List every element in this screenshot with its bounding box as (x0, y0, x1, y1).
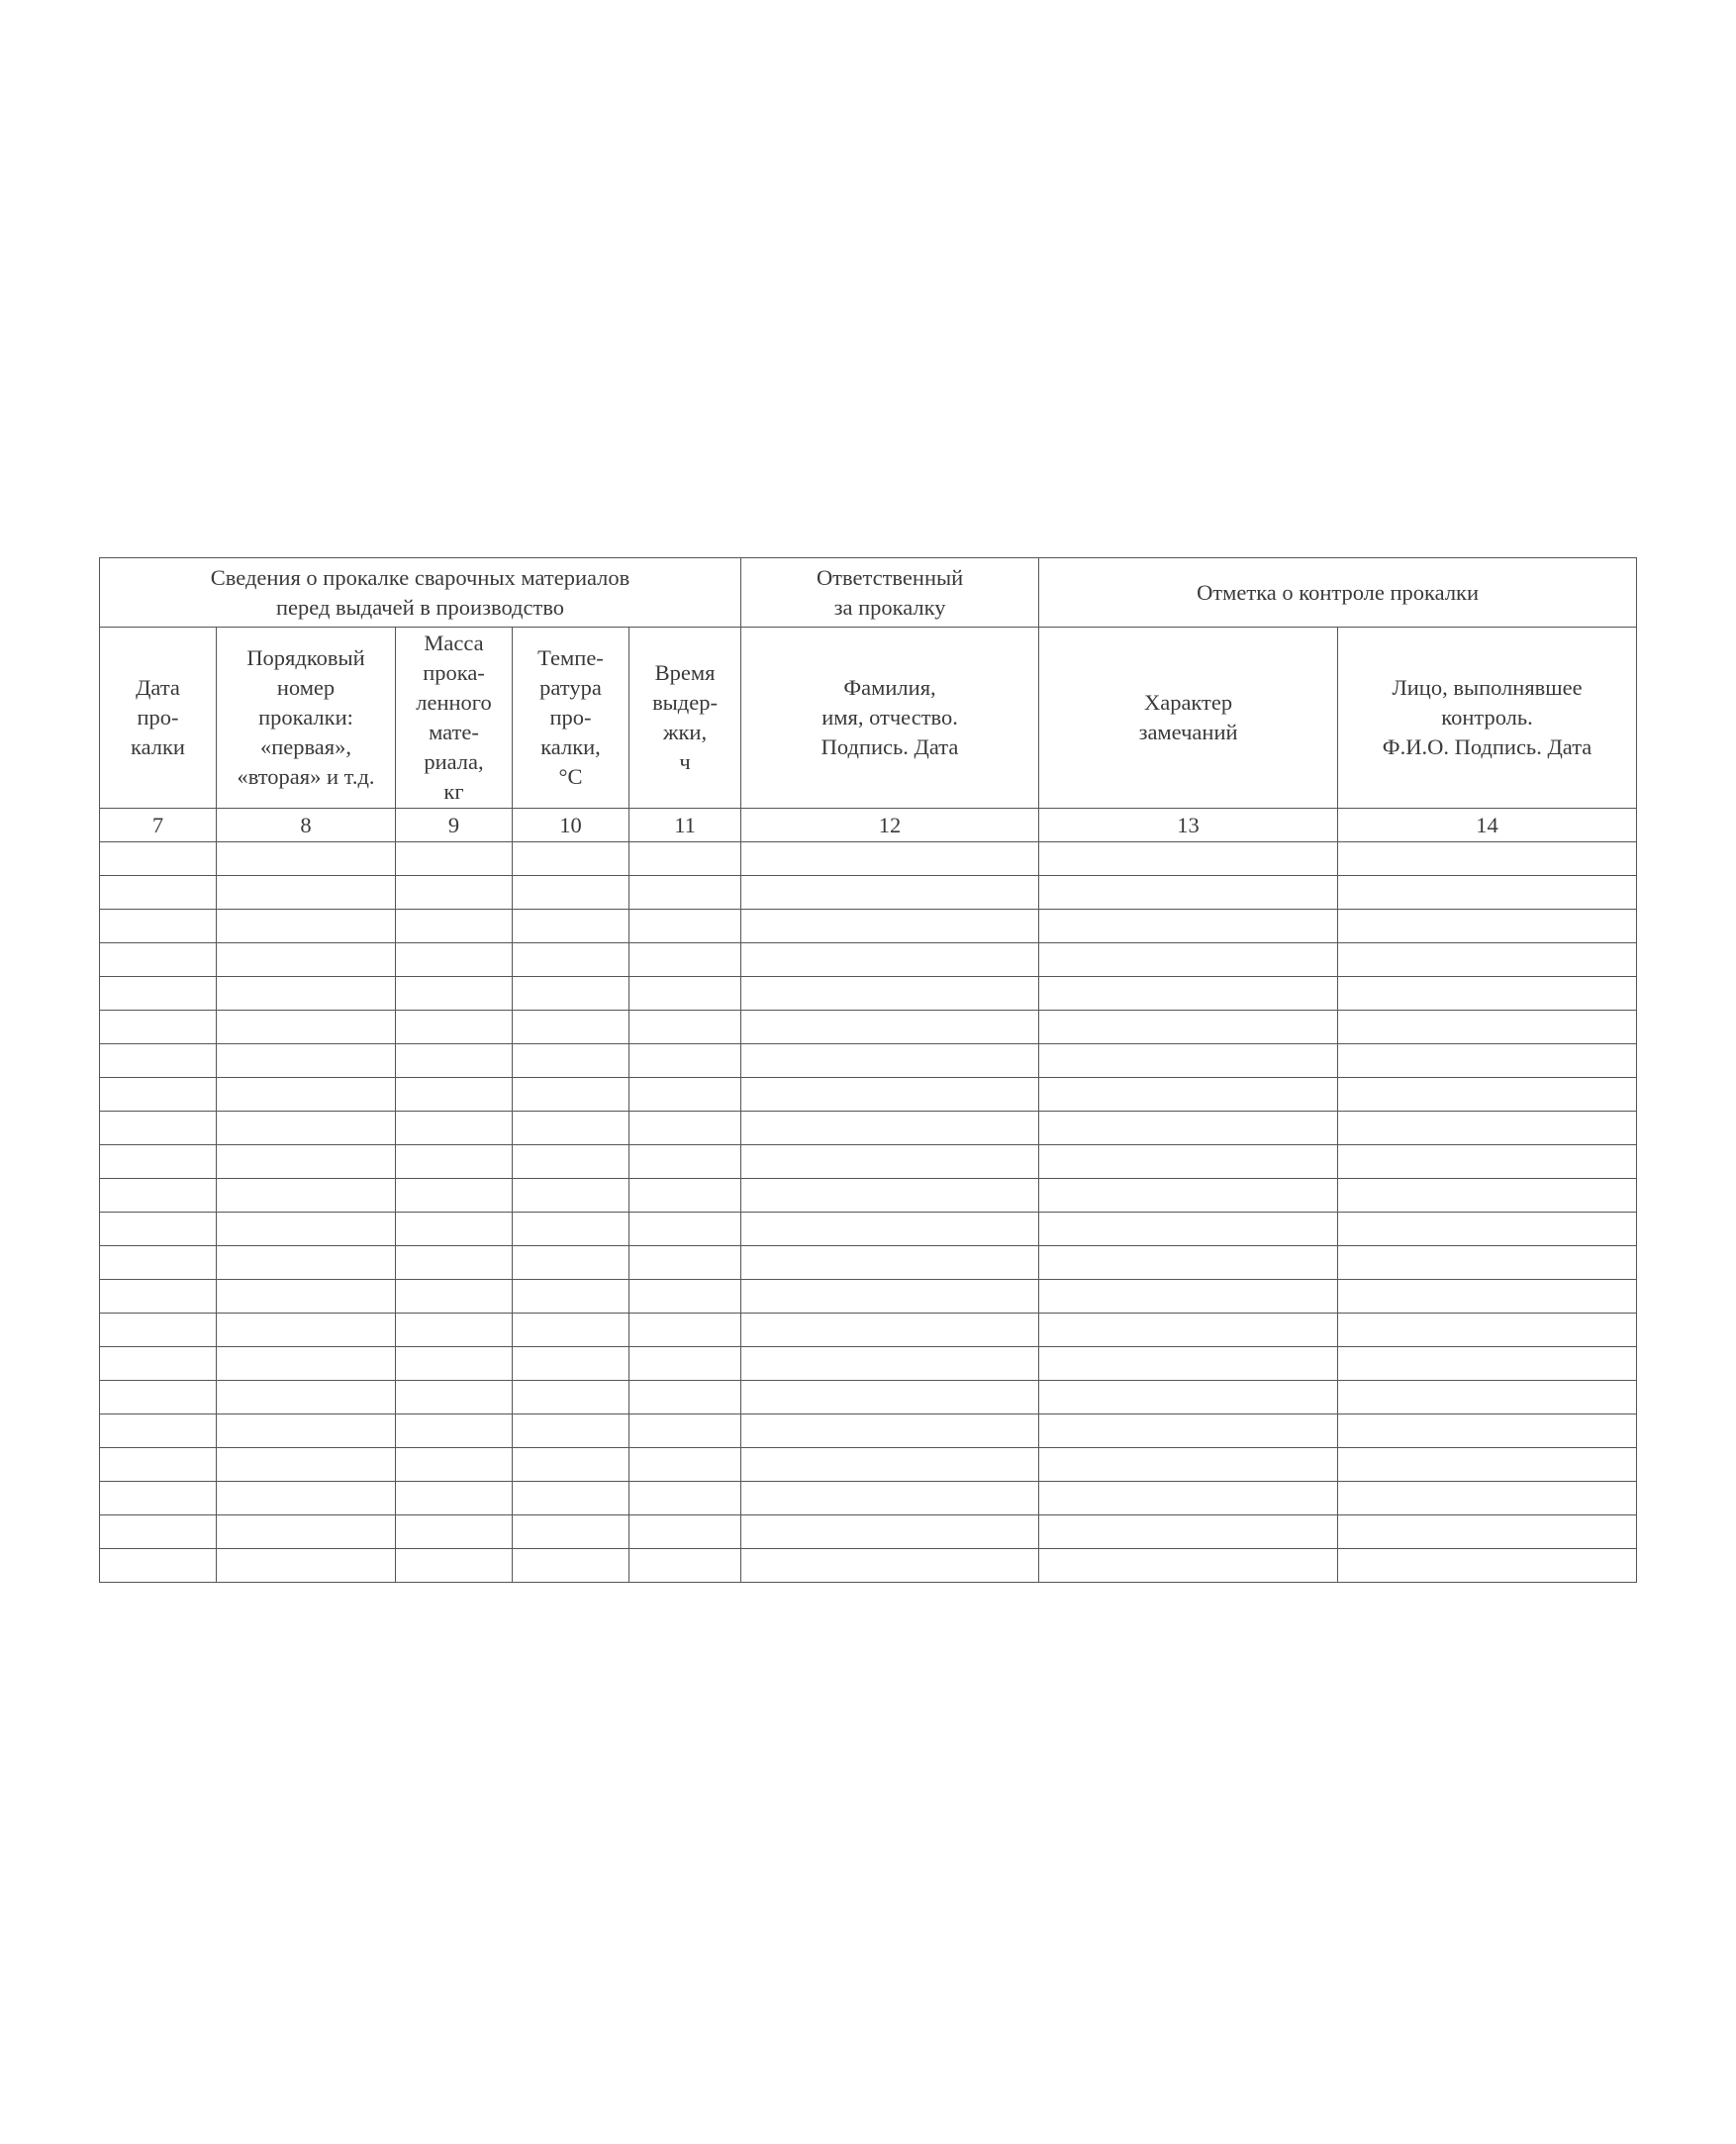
column-header-label: Характер замечаний (1138, 690, 1238, 744)
column-header-baking-temperature (513, 628, 629, 809)
entry-cell[interactable] (629, 1112, 741, 1145)
entry-cell[interactable] (1039, 1112, 1338, 1145)
entry-cell[interactable] (217, 1246, 396, 1280)
baking-log-table (99, 557, 1637, 1583)
entry-cell[interactable] (100, 1213, 217, 1246)
column-number: 7 (100, 809, 217, 842)
entry-cell[interactable] (100, 943, 217, 977)
entry-cell[interactable] (217, 977, 396, 1011)
entry-cell[interactable] (1039, 842, 1338, 876)
entry-cell[interactable] (741, 1179, 1039, 1213)
entry-cell[interactable] (100, 1347, 217, 1381)
entry-cell[interactable] (513, 1078, 629, 1112)
entry-cell[interactable] (1039, 1549, 1338, 1583)
entry-row (100, 876, 1637, 910)
entry-cell[interactable] (217, 842, 396, 876)
entry-cell[interactable] (396, 943, 513, 977)
entry-cell[interactable] (629, 1145, 741, 1179)
entry-cell[interactable] (396, 876, 513, 910)
entry-cell[interactable] (1338, 1078, 1637, 1112)
entry-cell[interactable] (396, 1179, 513, 1213)
entry-row (100, 1078, 1637, 1112)
entry-cell[interactable] (513, 1414, 629, 1448)
entry-cell[interactable] (396, 1011, 513, 1044)
entry-cell[interactable] (741, 1448, 1039, 1482)
entry-cell[interactable] (1338, 1246, 1637, 1280)
entry-cell[interactable] (629, 1044, 741, 1078)
entry-cell[interactable] (1338, 977, 1637, 1011)
entry-cell[interactable] (629, 1078, 741, 1112)
entry-cell[interactable] (1039, 1213, 1338, 1246)
entry-row (100, 1347, 1637, 1381)
entry-row (100, 1448, 1637, 1482)
entry-row (100, 1414, 1637, 1448)
entry-cell[interactable] (513, 1179, 629, 1213)
entry-cell[interactable] (513, 1482, 629, 1515)
column-header-material-mass (396, 628, 513, 809)
entry-cell[interactable] (1338, 943, 1637, 977)
entry-cell[interactable] (1338, 842, 1637, 876)
entry-cell[interactable] (1039, 1347, 1338, 1381)
entry-cell[interactable] (396, 1246, 513, 1280)
entry-cell[interactable] (396, 977, 513, 1011)
entry-cell[interactable] (217, 1549, 396, 1583)
group-header-responsible-label: Ответственный за прокалку (816, 564, 964, 620)
entry-cell[interactable] (741, 842, 1039, 876)
entry-cell[interactable] (100, 876, 217, 910)
entry-cell[interactable] (1039, 943, 1338, 977)
entry-cell[interactable] (513, 1381, 629, 1414)
entry-row (100, 1246, 1637, 1280)
entry-cell[interactable] (396, 1549, 513, 1583)
entry-cell[interactable] (217, 1044, 396, 1078)
entry-cell[interactable] (217, 1145, 396, 1179)
entry-cell[interactable] (629, 1482, 741, 1515)
entry-cell[interactable] (741, 943, 1039, 977)
entry-cell[interactable] (741, 1482, 1039, 1515)
entry-cell[interactable] (513, 1011, 629, 1044)
entry-cell[interactable] (513, 876, 629, 910)
entry-cell[interactable] (396, 1347, 513, 1381)
entry-cell[interactable] (1338, 876, 1637, 910)
entry-cell[interactable] (217, 1448, 396, 1482)
column-header-label: Порядковый номер прокалки: «первая», «вторая» и т.д. (237, 645, 375, 789)
entry-cell[interactable] (741, 1414, 1039, 1448)
entry-row (100, 1482, 1637, 1515)
entry-cell[interactable] (396, 1145, 513, 1179)
entry-cell[interactable] (513, 1515, 629, 1549)
entry-cell[interactable] (741, 1246, 1039, 1280)
entry-cell[interactable] (1039, 1145, 1338, 1179)
entry-cell[interactable] (100, 1482, 217, 1515)
entry-cell[interactable] (513, 1145, 629, 1179)
entry-cell[interactable] (100, 977, 217, 1011)
entry-cell[interactable] (629, 1280, 741, 1314)
entry-cell[interactable] (1039, 977, 1338, 1011)
entry-cell[interactable] (741, 1280, 1039, 1314)
entry-cell[interactable] (100, 1280, 217, 1314)
entry-cell[interactable] (513, 1246, 629, 1280)
entry-cell[interactable] (100, 1179, 217, 1213)
entry-cell[interactable] (217, 910, 396, 943)
entry-cell[interactable] (741, 1044, 1039, 1078)
entry-cell[interactable] (396, 910, 513, 943)
entry-cell[interactable] (629, 1213, 741, 1246)
entry-cell[interactable] (1338, 1112, 1637, 1145)
entry-row (100, 943, 1637, 977)
entry-cell[interactable] (396, 1414, 513, 1448)
entry-cell[interactable] (396, 1381, 513, 1414)
entry-cell[interactable] (1039, 1381, 1338, 1414)
entry-cell[interactable] (1039, 1414, 1338, 1448)
column-header-baking-sequence (217, 628, 396, 809)
entry-cell[interactable] (100, 842, 217, 876)
entry-cell[interactable] (1338, 1145, 1637, 1179)
entry-cell[interactable] (741, 1347, 1039, 1381)
column-header-label: Темпе- ратура про- калки, °С (537, 645, 604, 789)
entry-cell[interactable] (629, 1448, 741, 1482)
entry-cell[interactable] (741, 1213, 1039, 1246)
column-header-label: Время выдер- жки, ч (652, 660, 718, 774)
entry-cell[interactable] (513, 1549, 629, 1583)
column-number: 8 (217, 809, 396, 842)
column-header-label: Фамилия, имя, отчество. Подпись. Дата (820, 675, 959, 759)
column-header-label: Дата про- калки (131, 675, 185, 759)
entry-cell[interactable] (1338, 1179, 1637, 1213)
entry-cell[interactable] (217, 1280, 396, 1314)
entry-cell[interactable] (100, 1515, 217, 1549)
entry-cell[interactable] (1039, 1515, 1338, 1549)
entry-cell[interactable] (1338, 1044, 1637, 1078)
entry-cell[interactable] (396, 1280, 513, 1314)
entry-cell[interactable] (217, 1515, 396, 1549)
entry-cell[interactable] (1338, 1414, 1637, 1448)
entry-cell[interactable] (629, 1381, 741, 1414)
entry-cell[interactable] (629, 977, 741, 1011)
entry-cell[interactable] (513, 1280, 629, 1314)
entry-cell[interactable] (1338, 910, 1637, 943)
column-header-row (100, 628, 1637, 809)
entry-cell[interactable] (741, 1011, 1039, 1044)
entry-cell[interactable] (629, 842, 741, 876)
entry-cell[interactable] (217, 876, 396, 910)
entry-cell[interactable] (741, 1112, 1039, 1145)
entry-cell[interactable] (513, 1347, 629, 1381)
entry-cell[interactable] (100, 1246, 217, 1280)
entry-cell[interactable] (217, 1347, 396, 1381)
entry-cell[interactable] (100, 1414, 217, 1448)
entry-cell[interactable] (396, 1078, 513, 1112)
entry-cell[interactable] (513, 943, 629, 977)
entry-cell[interactable] (1039, 1448, 1338, 1482)
entry-cell[interactable] (1338, 1347, 1637, 1381)
entry-cell[interactable] (217, 1414, 396, 1448)
entry-cell[interactable] (1338, 1213, 1637, 1246)
entry-cell[interactable] (1039, 1314, 1338, 1347)
entry-row (100, 1549, 1637, 1583)
entry-cell[interactable] (513, 1213, 629, 1246)
entry-cell[interactable] (396, 1482, 513, 1515)
entry-cell[interactable] (741, 876, 1039, 910)
entry-row (100, 1314, 1637, 1347)
entry-cell[interactable] (100, 1011, 217, 1044)
column-header-label: Масса прока- ленного мате- риала, кг (416, 631, 492, 804)
column-header-responsible-person (741, 628, 1039, 809)
entry-row (100, 842, 1637, 876)
entry-cell[interactable] (100, 1078, 217, 1112)
column-number: 12 (741, 809, 1039, 842)
group-header-control-mark-label: Отметка о контроле прокалки (1197, 579, 1480, 605)
entry-cell[interactable] (396, 1044, 513, 1078)
entry-cell[interactable] (629, 1347, 741, 1381)
entry-cell[interactable] (741, 977, 1039, 1011)
column-number: 14 (1338, 809, 1637, 842)
entry-row (100, 1213, 1637, 1246)
entry-cell[interactable] (100, 910, 217, 943)
entry-cell[interactable] (217, 1179, 396, 1213)
entry-cell[interactable] (396, 1213, 513, 1246)
entry-cell[interactable] (741, 1515, 1039, 1549)
entry-cell[interactable] (100, 1549, 217, 1583)
entry-cell[interactable] (100, 1314, 217, 1347)
entry-cell[interactable] (629, 1179, 741, 1213)
entry-cell[interactable] (741, 910, 1039, 943)
entry-cell[interactable] (629, 1011, 741, 1044)
column-number: 13 (1039, 809, 1338, 842)
column-header-holding-time (629, 628, 741, 809)
entry-cell[interactable] (1039, 876, 1338, 910)
entry-cell[interactable] (396, 1314, 513, 1347)
column-header-remarks (1039, 628, 1338, 809)
column-header-label: Лицо, выполнявшее контроль. Ф.И.О. Подпись. Дата (1382, 675, 1592, 759)
entry-cell[interactable] (100, 1381, 217, 1414)
entry-cell[interactable] (1039, 1011, 1338, 1044)
entry-row (100, 1044, 1637, 1078)
entry-row (100, 1515, 1637, 1549)
entry-cell[interactable] (629, 910, 741, 943)
group-header-row (100, 558, 1637, 628)
entry-cell[interactable] (217, 1381, 396, 1414)
entry-cell[interactable] (741, 1314, 1039, 1347)
group-header-responsible (741, 558, 1039, 628)
entry-cell[interactable] (1039, 1078, 1338, 1112)
entry-cell[interactable] (100, 1044, 217, 1078)
entry-cell[interactable] (396, 1112, 513, 1145)
entry-row (100, 977, 1637, 1011)
entry-cell[interactable] (1039, 1044, 1338, 1078)
entry-cell[interactable] (396, 1448, 513, 1482)
entry-row (100, 1112, 1637, 1145)
entry-cell[interactable] (1338, 1381, 1637, 1414)
entry-cell[interactable] (513, 1314, 629, 1347)
entry-cell[interactable] (1039, 910, 1338, 943)
entry-cell[interactable] (629, 943, 741, 977)
entry-cell[interactable] (629, 1246, 741, 1280)
entry-cell[interactable] (1338, 1515, 1637, 1549)
entry-cell[interactable] (513, 1112, 629, 1145)
entry-cell[interactable] (396, 1515, 513, 1549)
entry-cell[interactable] (100, 1448, 217, 1482)
entry-cell[interactable] (100, 1145, 217, 1179)
group-header-baking-info (100, 558, 741, 628)
entry-cell[interactable] (217, 1011, 396, 1044)
entry-cell[interactable] (741, 1145, 1039, 1179)
entry-cell[interactable] (629, 876, 741, 910)
entry-cell[interactable] (1338, 1448, 1637, 1482)
column-number-row (100, 809, 1637, 842)
group-header-baking-info-label: Сведения о прокалке сварочных материалов перед выдачей в производство (210, 564, 630, 620)
entry-cell[interactable] (513, 910, 629, 943)
entry-cell[interactable] (629, 1515, 741, 1549)
entry-cell[interactable] (217, 1314, 396, 1347)
entry-cell[interactable] (1338, 1482, 1637, 1515)
entry-row (100, 1179, 1637, 1213)
entry-cell[interactable] (1338, 1280, 1637, 1314)
entry-cell[interactable] (100, 1112, 217, 1145)
entry-cell[interactable] (1338, 1011, 1637, 1044)
column-header-baking-date (100, 628, 217, 809)
entry-cell[interactable] (1338, 1549, 1637, 1583)
entry-row (100, 1381, 1637, 1414)
entry-cell[interactable] (629, 1414, 741, 1448)
entry-row (100, 1280, 1637, 1314)
entry-cell[interactable] (1338, 1314, 1637, 1347)
entry-cell[interactable] (741, 1381, 1039, 1414)
entry-cell[interactable] (513, 1448, 629, 1482)
entry-cell[interactable] (217, 943, 396, 977)
entry-cell[interactable] (217, 1482, 396, 1515)
group-header-control-mark (1039, 558, 1637, 628)
entry-row (100, 910, 1637, 943)
entry-cell[interactable] (217, 1213, 396, 1246)
entry-cell[interactable] (1039, 1280, 1338, 1314)
entry-cell[interactable] (513, 1044, 629, 1078)
entry-cell[interactable] (513, 842, 629, 876)
entry-cell[interactable] (629, 1314, 741, 1347)
entry-cell[interactable] (1039, 1179, 1338, 1213)
entry-cell[interactable] (513, 977, 629, 1011)
entry-cell[interactable] (1039, 1482, 1338, 1515)
entry-cell[interactable] (741, 1549, 1039, 1583)
column-number: 10 (513, 809, 629, 842)
entry-cell[interactable] (629, 1549, 741, 1583)
column-number: 9 (396, 809, 513, 842)
entry-cell[interactable] (217, 1078, 396, 1112)
column-header-controller (1338, 628, 1637, 809)
entry-cell[interactable] (741, 1078, 1039, 1112)
entry-cell[interactable] (396, 842, 513, 876)
entry-cell[interactable] (1039, 1246, 1338, 1280)
entry-row (100, 1011, 1637, 1044)
column-number: 11 (629, 809, 741, 842)
baking-log-form (99, 557, 1636, 1583)
entry-cell[interactable] (217, 1112, 396, 1145)
entry-row (100, 1145, 1637, 1179)
